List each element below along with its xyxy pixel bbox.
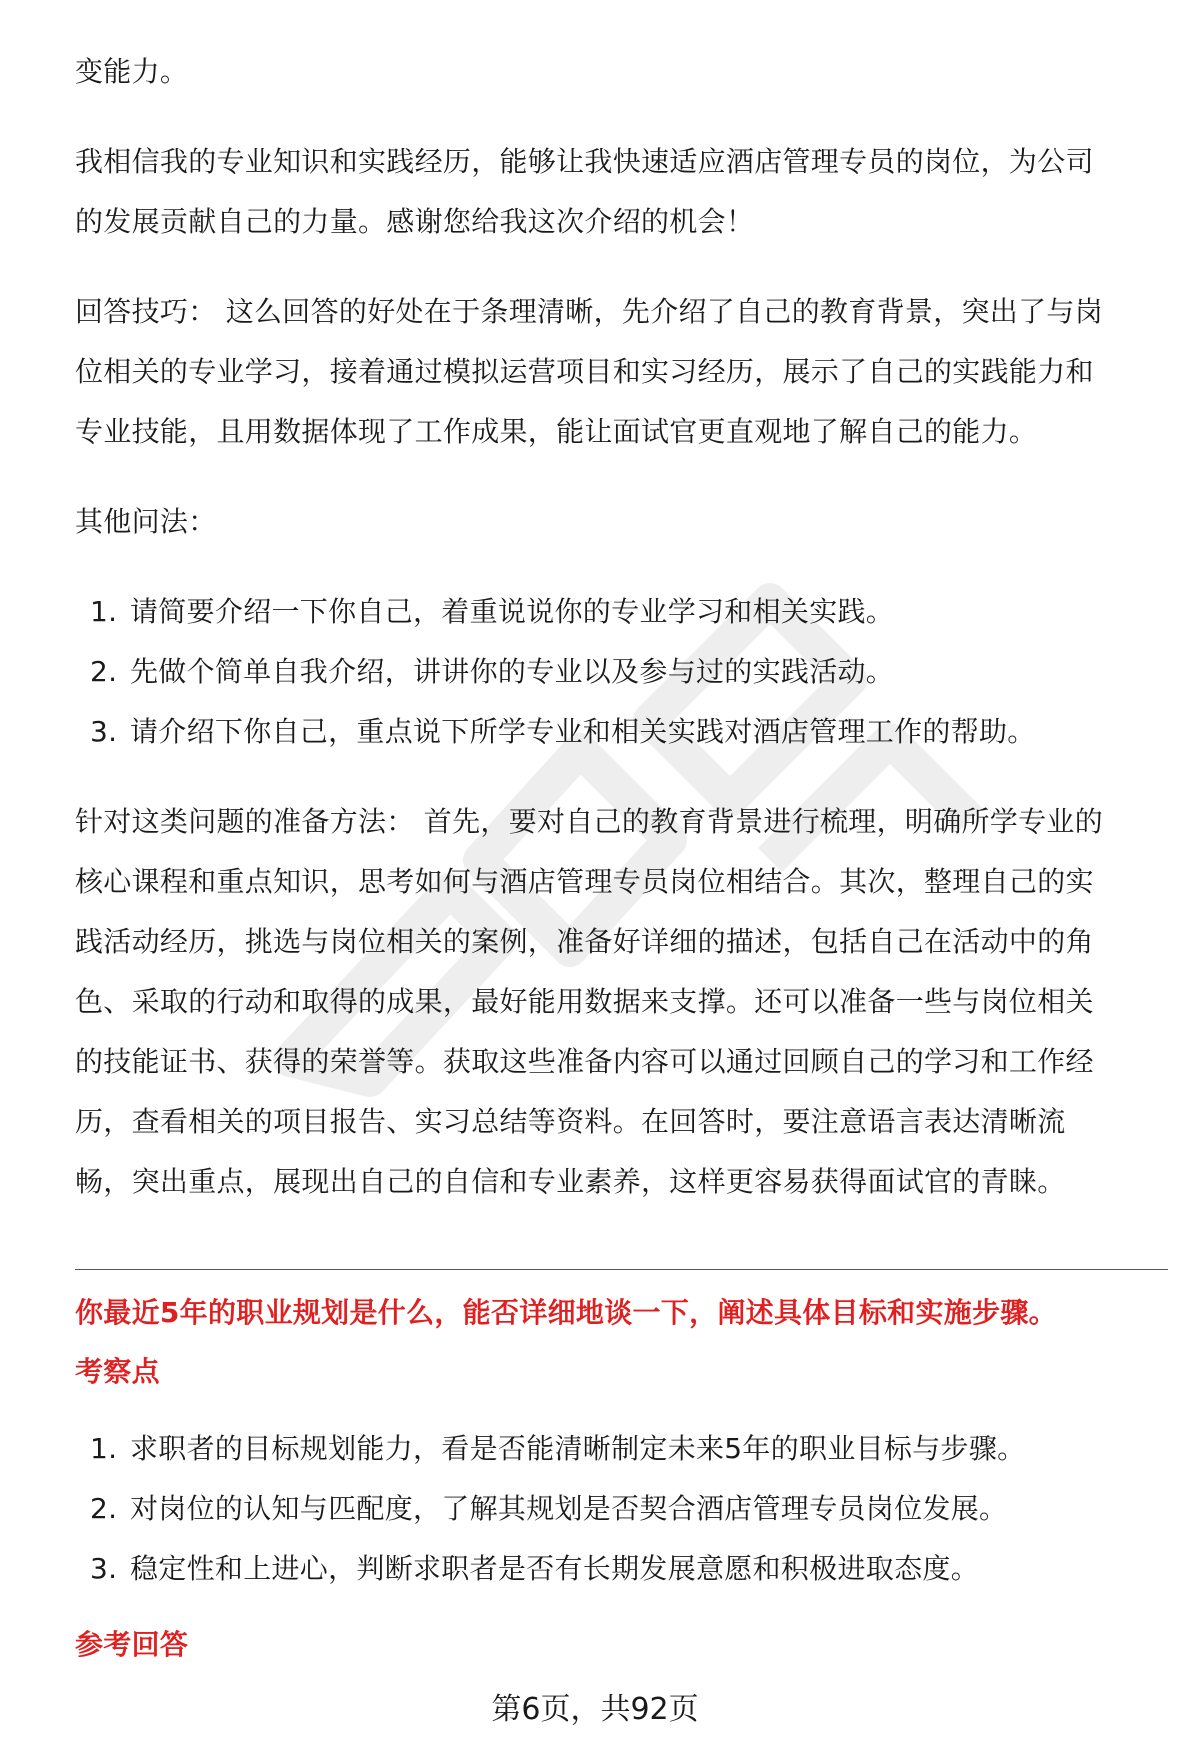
page-number-footer: 第6页，共92页 bbox=[491, 1692, 699, 1727]
other-questions-heading: 其他问法： bbox=[75, 505, 217, 538]
exam-points-label: 考察点 bbox=[75, 1355, 160, 1388]
preparation-method bbox=[75, 792, 1168, 1212]
list-item bbox=[75, 642, 1168, 702]
list-item bbox=[75, 1479, 1168, 1539]
list-item-number: 2. bbox=[90, 655, 118, 688]
preparation-line: 针对这类问题的准备方法： 首先，要对自己的教育背景进行梳理，明确所学专业的 bbox=[75, 805, 1104, 838]
list-item-number: 3. bbox=[90, 1552, 118, 1585]
list-item-text: 求职者的目标规划能力，看是否能清晰制定未来5年的职业目标与步骤。 bbox=[130, 1432, 1026, 1465]
list-item bbox=[75, 1539, 1168, 1599]
list-item-number: 3. bbox=[90, 715, 118, 748]
preparation-line: 的技能证书、获得的荣誉等。获取这些准备内容可以通过回顾自己的学习和工作经 bbox=[75, 1045, 1094, 1078]
main-content bbox=[75, 42, 1168, 1212]
top-fragment-text: 变能力。 bbox=[75, 55, 189, 88]
exam-points-list bbox=[75, 1419, 1168, 1599]
list-item-number: 1. bbox=[90, 1432, 118, 1465]
list-item-number: 1. bbox=[90, 595, 118, 628]
preparation-line: 色、采取的行动和取得的成果，最好能用数据来支撑。还可以准备一些与岗位相关 bbox=[75, 985, 1094, 1018]
preparation-line: 畅，突出重点，展现出自己的自信和专业素养，这样更容易获得面试官的青睐。 bbox=[75, 1165, 1066, 1198]
list-item bbox=[75, 1419, 1168, 1479]
preparation-line: 核心课程和重点知识，思考如何与酒店管理专员岗位相结合。其次，整理自己的实 bbox=[75, 865, 1094, 898]
list-item-number: 2. bbox=[90, 1492, 118, 1525]
preparation-line: 践活动经历，挑选与岗位相关的案例，准备好详细的描述，包括自己在活动中的角 bbox=[75, 925, 1094, 958]
question-title: 你最近5年的职业规划是什么，能否详细地谈一下，阐述具体目标和实施步骤。 bbox=[75, 1296, 1057, 1329]
list-item-text: 先做个简单自我介绍，讲讲你的专业以及参与过的实践活动。 bbox=[130, 655, 895, 688]
answer-tip-line: 位相关的专业学习，接着通过模拟运营项目和实习经历，展示了自己的实践能力和 bbox=[75, 355, 1094, 388]
list-item-text: 对岗位的认知与匹配度，了解其规划是否契合酒店管理专员岗位发展。 bbox=[130, 1492, 1008, 1525]
section-divider bbox=[75, 1269, 1168, 1270]
list-item bbox=[75, 582, 1168, 642]
list-item-text: 请简要介绍一下你自己，着重说说你的专业学习和相关实践。 bbox=[130, 595, 895, 628]
list-item bbox=[75, 702, 1168, 762]
answer-tip-line: 专业技能，且用数据体现了工作成果，能让面试官更直观地了解自己的能力。 bbox=[75, 415, 1038, 448]
answer-tip-line: 回答技巧： 这么回答的好处在于条理清晰，先介绍了自己的教育背景，突出了与岗 bbox=[75, 295, 1104, 328]
list-item-text: 请介绍下你自己，重点说下所学专业和相关实践对酒店管理工作的帮助。 bbox=[130, 715, 1036, 748]
preparation-line: 历，查看相关的项目报告、实习总结等资料。在回答时，要注意语言表达清晰流 bbox=[75, 1105, 1066, 1138]
answer-tip bbox=[75, 282, 1168, 462]
list-item-text: 稳定性和上进心，判断求职者是否有长期发展意愿和积极进取态度。 bbox=[130, 1552, 980, 1585]
conclusion-line: 我相信我的专业知识和实践经历，能够让我快速适应酒店管理专员的岗位，为公司 bbox=[75, 145, 1094, 178]
conclusion-line: 的发展贡献自己的力量。感谢您给我这次介绍的机会！ bbox=[75, 205, 755, 238]
other-questions-list bbox=[75, 582, 1168, 762]
reference-answer-label: 参考回答 bbox=[75, 1628, 189, 1661]
